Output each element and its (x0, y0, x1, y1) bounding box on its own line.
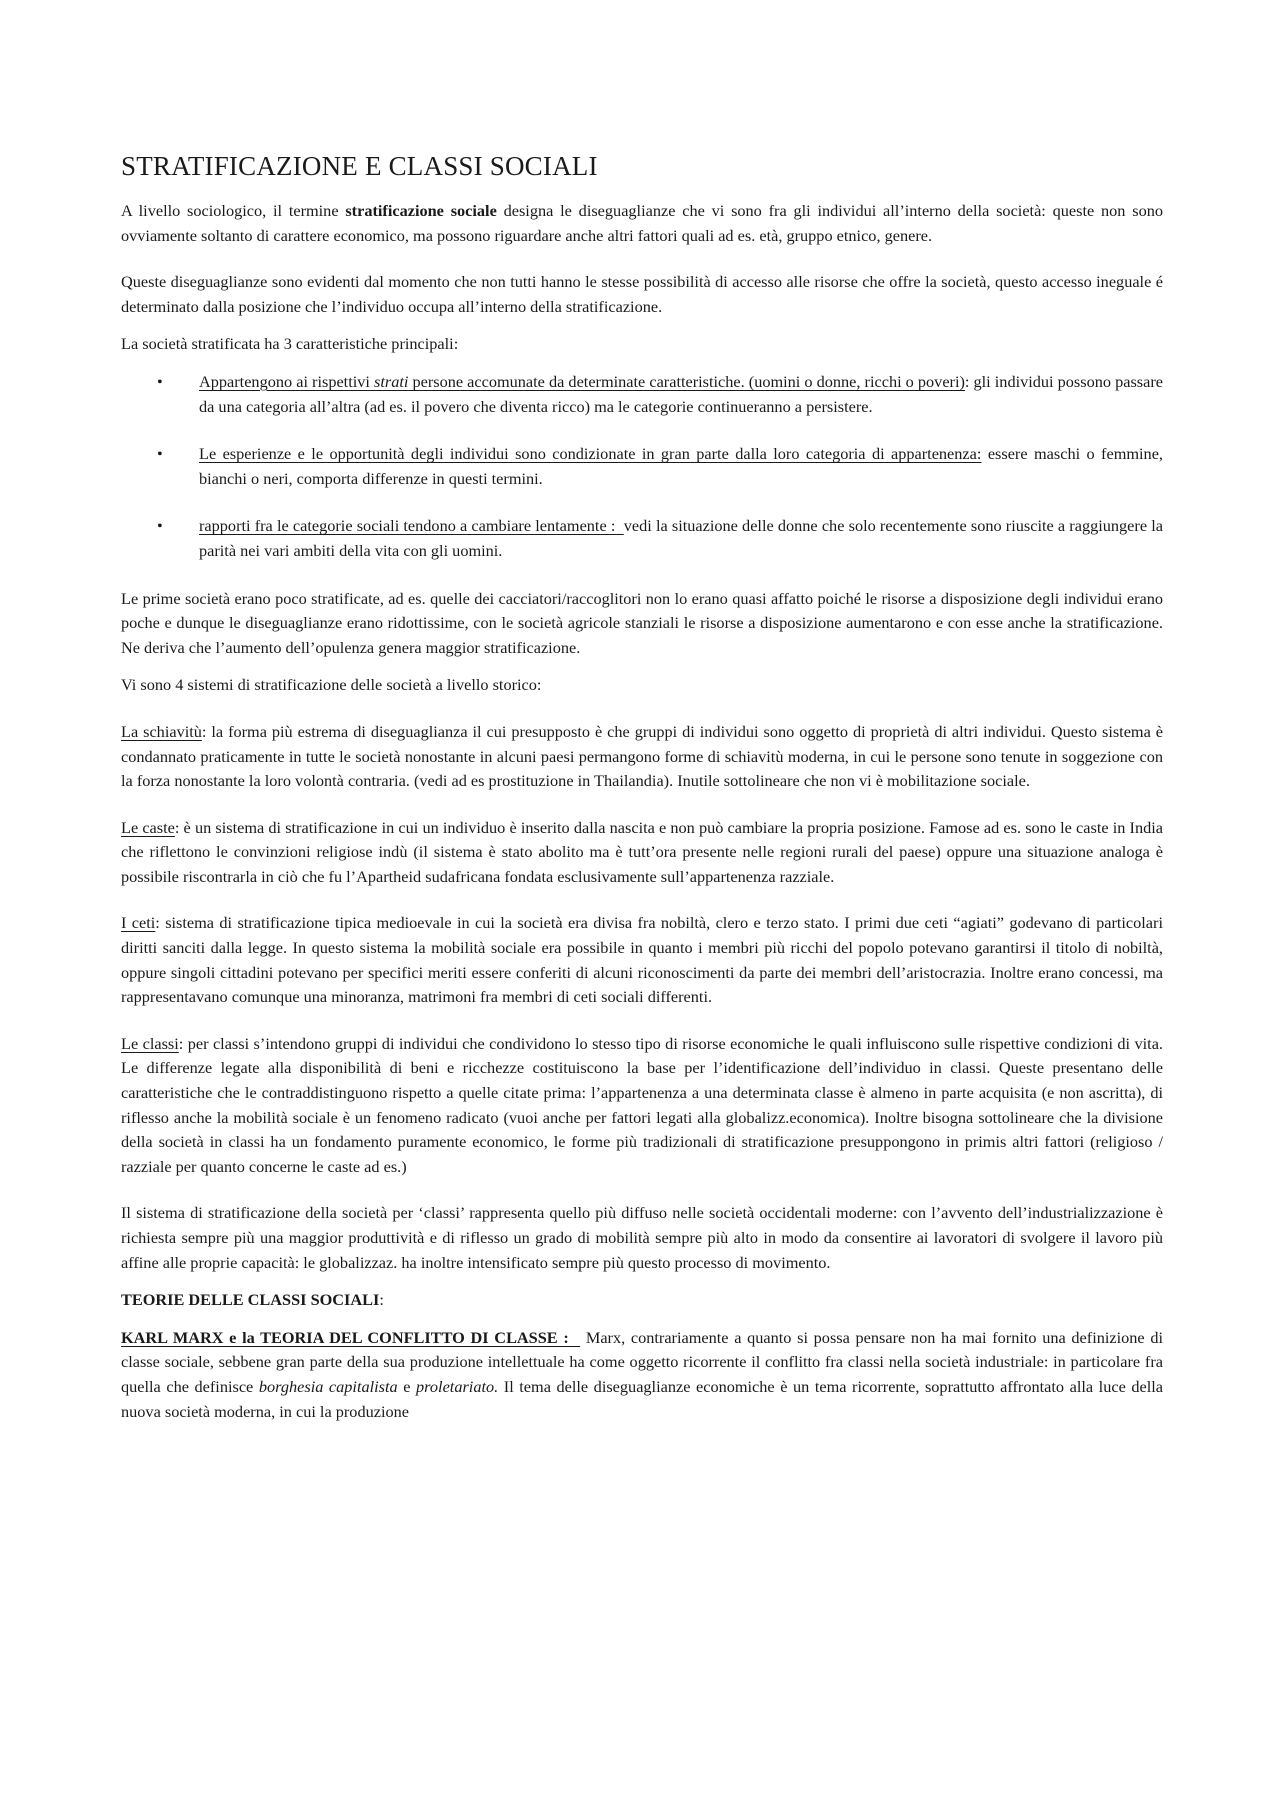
system-label: La schiavitù (121, 721, 202, 741)
list-item (121, 370, 1163, 419)
system-label: Le caste (121, 817, 175, 837)
marx-emphasis: borghesia capitalista (258, 1376, 398, 1396)
system-text: : per classi s’intendono gruppi di individui che condividono lo stesso tipo di risorse economiche le quali influiscono sulle rispettive condizioni di vita. Le differenze legate alla disponibilità di beni e ricchezze costituiscono la base per l’identificazione dell’individuo in classi. Queste presentano delle caratteristiche che le contraddistinguono rispetto a quelle citate prima: l’appartenenza a una determinata classe è almeno in parte acquisita (e non ascritta), di riflesso anche la mobilità sociale è un fenomeno radicato (vuoi anche per fattori legati alla globalizz.economica). Inoltre bisogna sottolineare che la divisione della società in classi ha un fondamento puramente economico, le forme più tradizionali di stratificazione presuppongono in primis altri fattori (religioso / razziale per quanto concerne le caste ad es.) (121, 1033, 1163, 1176)
marx-heading: KARL MARX e la TEORIA DEL CONFLITTO DI CLASSE : (121, 1327, 581, 1347)
system-text: : la forma più estrema di diseguaglianza il cui presupposto è che gruppi di individui sono oggetto di proprietà di altri individui. Questo sistema è condannato praticamente in tutte le società nonostante in alcuni paesi permangono forme di schiavitù moderna, in cui le persone sono tenute in soggezione con la forza nonostante la loro volontà contraria. (vedi ad es prostituzione in Thailandia). Inutile sottolineare che non vi è mobilitazione sociale. (121, 721, 1163, 791)
system-classes (121, 1032, 1163, 1180)
list-item (121, 514, 1163, 563)
bullet-icon: • (157, 371, 163, 391)
system-text: : sistema di stratificazione tipica medioevale in cui la società era divisa fra nobiltà, clero e terzo stato. I primi due ceti “agiati” godevano di particolari diritti sanciti dalla legge. In questo sistema la mobilità sociale era possibile in quanto i membri più ricchi del popolo potevano garantirsi il titolo di nobiltà, oppure singoli cittadini potevano per specifici meriti essere conferiti di alcuni riconoscimenti da parte dei membri dell’aristocrazia. Inoltre erano concessi, ma rappresentavano comunque una minoranza, matrimoni fra membri di ceti sociali differenti. (121, 913, 1163, 1007)
bullet-underlined-text: rapporti fra le categorie sociali tendono a cambiare lentamente : (199, 516, 624, 536)
paragraph-modern-classes: Il sistema di stratificazione della società per ‘classi’ rappresenta quello più diffuso nelle società occidentali moderne: con l’avvento dell’industrializzazione è richiesta sempre più una maggior produttività e di riflesso un grado di mobilità sempre più alto in modo da consentire ai lavoratori di svolgere il lavoro più affine alle proprie capacità: le globalizzaz. ha inoltre intensificato sempre più questo processo di movimento. (121, 1203, 1163, 1272)
system-label: I ceti (121, 913, 156, 933)
bullet-underlined-text: Appartengono ai rispettivi strati persone accomunate da determinate caratteristiche. (uomini o donne, ricchi o poveri) (199, 371, 965, 391)
document-body (121, 150, 1163, 1437)
theories-heading-text: TEORIE DELLE CLASSI SOCIALI (121, 1290, 380, 1310)
paragraph-marx: KARL MARX e la TEORIA DEL CONFLITTO DI CLASSE : Marx, contrariamente a quanto si possa pensare non ha mai fornito una definizione di classe sociale, sebbene gran parte della sua produzione intellettuale ha come oggetto ricorrente il conflitto fra classi nella società industriale: in particolare fra quella che definisce borghesia capitalista e proletariato. Il tema delle diseguaglianze economiche è un tema ricorrente, soprattutto affrontato alla luce della nuova società moderna, in cui la produzione (121, 1327, 1163, 1421)
system-estates (121, 911, 1163, 1009)
intro-term: stratificazione sociale (345, 201, 497, 220)
list-item (121, 442, 1163, 491)
bullet-underlined-text: Le esperienze e le opportunità degli individui sono condizionate in gran parte dalla loro categoria di appartenenza: (199, 444, 982, 464)
marx-emphasis: proletariato. (416, 1376, 499, 1396)
intro-text-b: designa le diseguaglianze che vi sono fra gli individui all’interno della società: queste non sono ovviamente soltanto di carattere economico, ma possono riguardare anche altri fattori quali ad es. età, gruppo etnico, genere. (121, 201, 1163, 245)
bullet-text: : gli individui possono passare da una categoria all’altra (ad es. il povero che diventa ricco) ma le categorie continueranno a persistere. (199, 371, 1164, 416)
system-label: Le classi (121, 1033, 179, 1053)
paragraph-access: Queste diseguaglianze sono evidenti dal momento che non tutti hanno le stesse possibilità di accesso alle risorse che offre la società, questo accesso ineguale é determinato dalla posizione che l’individuo occupa all’interno della stratificazione. (121, 272, 1163, 316)
system-text: : è un sistema di stratificazione in cui un individuo è inserito dalla nascita e non può cambiare la propria posizione. Famose ad es. sono le caste in India che riflettono le convinzioni religiose indù (il sistema è stato abolito ma è tutt’ora presente nelle regioni rurali del paese) oppure una situazione analoga è possibile riscontrarla in ciò che fu l’Apartheid sudafricana fondata esclusivamente sull’appartenenza razziale. (121, 817, 1163, 886)
paragraph-features-intro: La società stratificata ha 3 caratteristiche principali: (121, 334, 459, 354)
intro-paragraph (121, 199, 1163, 248)
system-slavery (121, 720, 1163, 794)
paragraph-systems-intro: Vi sono 4 sistemi di stratificazione delle società a livello storico: (121, 675, 542, 695)
intro-text-a: A livello sociologico, il termine (121, 201, 346, 220)
bullet-icon: • (157, 516, 163, 536)
theories-heading: TEORIE DELLE CLASSI SOCIALI: (121, 1290, 384, 1310)
features-list (121, 370, 1163, 564)
system-castes (121, 816, 1163, 890)
bullet-emphasis: strati (374, 371, 409, 391)
page-title: STRATIFICAZIONE E CLASSI SOCIALI (121, 151, 598, 181)
bullet-icon: • (157, 444, 163, 464)
bullet-text: essere maschi o femmine, bianchi o neri, comporta differenze in questi termini. (199, 444, 1163, 488)
bullet-text: vedi la situazione delle donne che solo recentemente sono riuscite a raggiungere la parità nei vari ambiti della vita con gli uomini. (199, 516, 1163, 560)
paragraph-early-societies: Le prime società erano poco stratificate, ad es. quelle dei cacciatori/raccoglitori non lo erano quasi affatto poiché le risorse a disposizione degli individui erano poche e dunque le diseguaglianze erano ridottissime, con le società agricole stanziali le risorse a disposizione aumentarono e con esse anche la stratificazione. Ne deriva che l’aumento dell’opulenza genera maggior stratificazione. (121, 588, 1163, 657)
